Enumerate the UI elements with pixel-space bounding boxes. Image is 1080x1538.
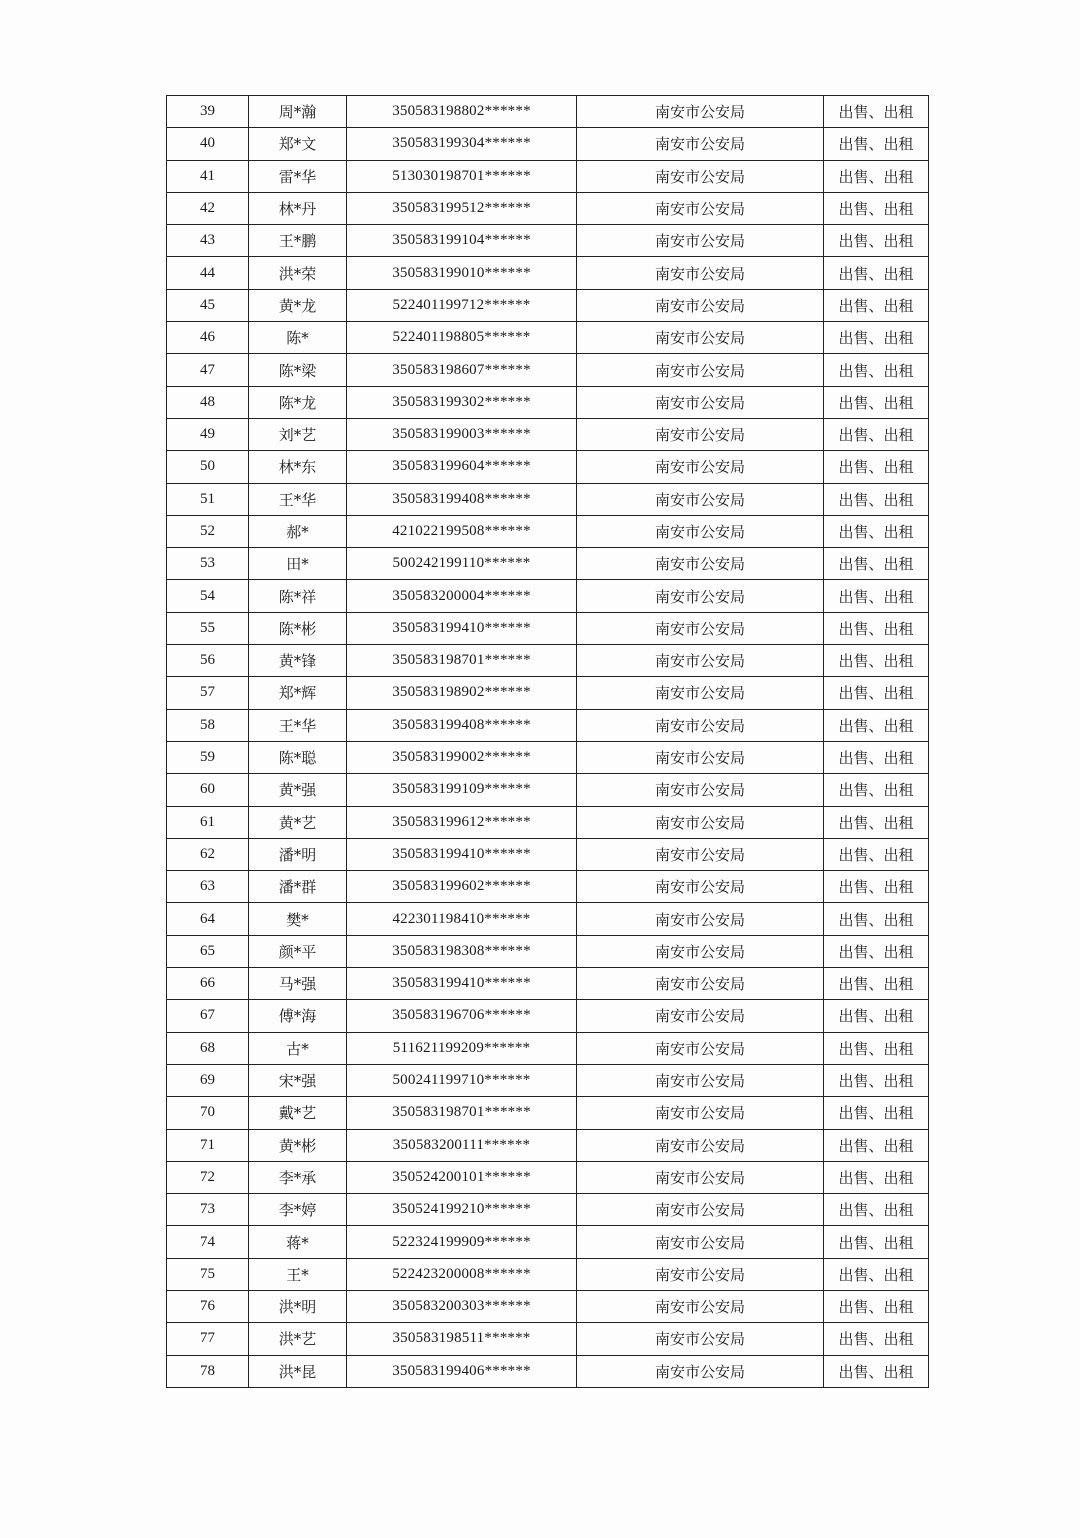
- table-row: [167, 322, 929, 354]
- table-row: [167, 1258, 929, 1290]
- id-number: 350583200303******: [347, 1290, 577, 1322]
- violation-type: 出售、出租: [824, 515, 929, 547]
- id-number: 350583199408******: [347, 483, 577, 515]
- table-row: [167, 257, 929, 289]
- violation-type: 出售、出租: [824, 1129, 929, 1161]
- row-number: 57: [167, 677, 249, 709]
- table-row: [167, 96, 929, 128]
- table-row: [167, 645, 929, 677]
- violation-type: 出售、出租: [824, 838, 929, 870]
- row-number: 43: [167, 225, 249, 257]
- person-name: 林*东: [249, 451, 347, 483]
- issuing-authority: 南安市公安局: [577, 1226, 824, 1258]
- person-name: 颜*平: [249, 935, 347, 967]
- table-row: [167, 968, 929, 1000]
- row-number: 55: [167, 612, 249, 644]
- issuing-authority: 南安市公安局: [577, 160, 824, 192]
- row-number: 56: [167, 645, 249, 677]
- table-row: [167, 354, 929, 386]
- id-number: 350583196706******: [347, 1000, 577, 1032]
- table-row: [167, 935, 929, 967]
- issuing-authority: 南安市公安局: [577, 451, 824, 483]
- table-row: [167, 160, 929, 192]
- row-number: 67: [167, 1000, 249, 1032]
- violation-type: 出售、出租: [824, 483, 929, 515]
- violation-type: 出售、出租: [824, 1161, 929, 1193]
- id-number: 350583198701******: [347, 645, 577, 677]
- person-name: 王*: [249, 1258, 347, 1290]
- issuing-authority: 南安市公安局: [577, 612, 824, 644]
- violation-type: 出售、出租: [824, 289, 929, 321]
- id-number: 350583199604******: [347, 451, 577, 483]
- table-row: [167, 1161, 929, 1193]
- person-name: 周*瀚: [249, 96, 347, 128]
- id-number: 350583198902******: [347, 677, 577, 709]
- row-number: 75: [167, 1258, 249, 1290]
- violation-type: 出售、出租: [824, 225, 929, 257]
- issuing-authority: 南安市公安局: [577, 709, 824, 741]
- row-number: 51: [167, 483, 249, 515]
- id-number: 421022199508******: [347, 515, 577, 547]
- person-name: 陈*彬: [249, 612, 347, 644]
- person-name: 洪*明: [249, 1290, 347, 1322]
- issuing-authority: 南安市公安局: [577, 741, 824, 773]
- issuing-authority: 南安市公安局: [577, 935, 824, 967]
- row-number: 61: [167, 806, 249, 838]
- row-number: 41: [167, 160, 249, 192]
- violation-type: 出售、出租: [824, 1226, 929, 1258]
- issuing-authority: 南安市公安局: [577, 386, 824, 418]
- violation-type: 出售、出租: [824, 1000, 929, 1032]
- person-name: 戴*艺: [249, 1097, 347, 1129]
- violation-type: 出售、出租: [824, 580, 929, 612]
- violation-type: 出售、出租: [824, 774, 929, 806]
- issuing-authority: 南安市公安局: [577, 903, 824, 935]
- row-number: 54: [167, 580, 249, 612]
- issuing-authority: 南安市公安局: [577, 580, 824, 612]
- person-name: 陈*梁: [249, 354, 347, 386]
- row-number: 74: [167, 1226, 249, 1258]
- issuing-authority: 南安市公安局: [577, 1258, 824, 1290]
- table-row: [167, 548, 929, 580]
- person-name: 林*丹: [249, 192, 347, 224]
- table-row: [167, 1290, 929, 1322]
- id-number: 350583200004******: [347, 580, 577, 612]
- id-number: 350583199302******: [347, 386, 577, 418]
- person-name: 李*承: [249, 1161, 347, 1193]
- person-name: 郑*文: [249, 128, 347, 160]
- person-name: 蒋*: [249, 1226, 347, 1258]
- table-row: [167, 1194, 929, 1226]
- person-name: 郑*辉: [249, 677, 347, 709]
- id-number: 350583198607******: [347, 354, 577, 386]
- violation-type: 出售、出租: [824, 806, 929, 838]
- row-number: 76: [167, 1290, 249, 1322]
- violation-type: 出售、出租: [824, 354, 929, 386]
- row-number: 44: [167, 257, 249, 289]
- table-row: [167, 225, 929, 257]
- violation-type: 出售、出租: [824, 709, 929, 741]
- row-number: 65: [167, 935, 249, 967]
- person-name: 陈*龙: [249, 386, 347, 418]
- table-row: [167, 1226, 929, 1258]
- issuing-authority: 南安市公安局: [577, 677, 824, 709]
- person-name: 王*华: [249, 709, 347, 741]
- person-name: 傅*海: [249, 1000, 347, 1032]
- table-row: [167, 128, 929, 160]
- id-number: 350583199410******: [347, 612, 577, 644]
- violation-type: 出售、出租: [824, 741, 929, 773]
- table-row: [167, 774, 929, 806]
- person-name: 陈*: [249, 322, 347, 354]
- row-number: 52: [167, 515, 249, 547]
- issuing-authority: 南安市公安局: [577, 225, 824, 257]
- row-number: 42: [167, 192, 249, 224]
- issuing-authority: 南安市公安局: [577, 645, 824, 677]
- row-number: 59: [167, 741, 249, 773]
- row-number: 45: [167, 289, 249, 321]
- table-row: [167, 709, 929, 741]
- person-name: 郝*: [249, 515, 347, 547]
- violation-type: 出售、出租: [824, 645, 929, 677]
- table-row: [167, 192, 929, 224]
- issuing-authority: 南安市公安局: [577, 806, 824, 838]
- issuing-authority: 南安市公安局: [577, 128, 824, 160]
- row-number: 50: [167, 451, 249, 483]
- violation-type: 出售、出租: [824, 612, 929, 644]
- id-number: 350583198308******: [347, 935, 577, 967]
- table-row: [167, 515, 929, 547]
- id-number: 522401199712******: [347, 289, 577, 321]
- row-number: 63: [167, 871, 249, 903]
- issuing-authority: 南安市公安局: [577, 289, 824, 321]
- id-number: 350583199003******: [347, 418, 577, 450]
- id-number: 350583199010******: [347, 257, 577, 289]
- person-name: 洪*昆: [249, 1355, 347, 1387]
- table-row: [167, 903, 929, 935]
- id-number: 350583198701******: [347, 1097, 577, 1129]
- row-number: 78: [167, 1355, 249, 1387]
- person-name: 潘*群: [249, 871, 347, 903]
- person-name: 樊*: [249, 903, 347, 935]
- table-row: [167, 1355, 929, 1387]
- person-name: 陈*聪: [249, 741, 347, 773]
- issuing-authority: 南安市公安局: [577, 257, 824, 289]
- issuing-authority: 南安市公安局: [577, 1000, 824, 1032]
- id-number: 422301198410******: [347, 903, 577, 935]
- table-row: [167, 418, 929, 450]
- id-number: 350583199512******: [347, 192, 577, 224]
- id-number: 522423200008******: [347, 1258, 577, 1290]
- id-number: 500242199110******: [347, 548, 577, 580]
- table-row: [167, 1032, 929, 1064]
- table-row: [167, 451, 929, 483]
- roster-table-body: [167, 96, 929, 1388]
- issuing-authority: 南安市公安局: [577, 1323, 824, 1355]
- person-name: 刘*艺: [249, 418, 347, 450]
- id-number: 511621199209******: [347, 1032, 577, 1064]
- row-number: 60: [167, 774, 249, 806]
- table-row: [167, 1097, 929, 1129]
- id-number: 350583198511******: [347, 1323, 577, 1355]
- violation-type: 出售、出租: [824, 322, 929, 354]
- table-row: [167, 1323, 929, 1355]
- violation-type: 出售、出租: [824, 386, 929, 418]
- table-row: [167, 289, 929, 321]
- table-row: [167, 612, 929, 644]
- row-number: 53: [167, 548, 249, 580]
- violation-type: 出售、出租: [824, 1323, 929, 1355]
- table-row: [167, 580, 929, 612]
- table-row: [167, 386, 929, 418]
- row-number: 73: [167, 1194, 249, 1226]
- row-number: 62: [167, 838, 249, 870]
- issuing-authority: 南安市公安局: [577, 1194, 824, 1226]
- issuing-authority: 南安市公安局: [577, 838, 824, 870]
- issuing-authority: 南安市公安局: [577, 515, 824, 547]
- id-number: 350583198802******: [347, 96, 577, 128]
- roster-table: [166, 95, 929, 1388]
- id-number: 350583199002******: [347, 741, 577, 773]
- issuing-authority: 南安市公安局: [577, 322, 824, 354]
- id-number: 350583199410******: [347, 838, 577, 870]
- row-number: 46: [167, 322, 249, 354]
- row-number: 69: [167, 1064, 249, 1096]
- row-number: 47: [167, 354, 249, 386]
- id-number: 350583200111******: [347, 1129, 577, 1161]
- person-name: 黄*锋: [249, 645, 347, 677]
- id-number: 513030198701******: [347, 160, 577, 192]
- person-name: 洪*荣: [249, 257, 347, 289]
- issuing-authority: 南安市公安局: [577, 968, 824, 1000]
- row-number: 58: [167, 709, 249, 741]
- issuing-authority: 南安市公安局: [577, 1129, 824, 1161]
- person-name: 宋*强: [249, 1064, 347, 1096]
- id-number: 350583199602******: [347, 871, 577, 903]
- issuing-authority: 南安市公安局: [577, 418, 824, 450]
- row-number: 39: [167, 96, 249, 128]
- person-name: 洪*艺: [249, 1323, 347, 1355]
- table-row: [167, 806, 929, 838]
- violation-type: 出售、出租: [824, 968, 929, 1000]
- row-number: 71: [167, 1129, 249, 1161]
- table-row: [167, 741, 929, 773]
- violation-type: 出售、出租: [824, 935, 929, 967]
- person-name: 王*鹏: [249, 225, 347, 257]
- violation-type: 出售、出租: [824, 128, 929, 160]
- table-row: [167, 871, 929, 903]
- table-row: [167, 1064, 929, 1096]
- id-number: 350583199612******: [347, 806, 577, 838]
- violation-type: 出售、出租: [824, 418, 929, 450]
- table-row: [167, 483, 929, 515]
- id-number: 350583199408******: [347, 709, 577, 741]
- row-number: 72: [167, 1161, 249, 1193]
- issuing-authority: 南安市公安局: [577, 774, 824, 806]
- violation-type: 出售、出租: [824, 1355, 929, 1387]
- row-number: 70: [167, 1097, 249, 1129]
- issuing-authority: 南安市公安局: [577, 1290, 824, 1322]
- violation-type: 出售、出租: [824, 451, 929, 483]
- id-number: 522324199909******: [347, 1226, 577, 1258]
- id-number: 522401198805******: [347, 322, 577, 354]
- violation-type: 出售、出租: [824, 1258, 929, 1290]
- issuing-authority: 南安市公安局: [577, 1032, 824, 1064]
- issuing-authority: 南安市公安局: [577, 192, 824, 224]
- violation-type: 出售、出租: [824, 257, 929, 289]
- id-number: 350583199104******: [347, 225, 577, 257]
- violation-type: 出售、出租: [824, 160, 929, 192]
- table-row: [167, 1129, 929, 1161]
- row-number: 77: [167, 1323, 249, 1355]
- person-name: 雷*华: [249, 160, 347, 192]
- id-number: 350583199406******: [347, 1355, 577, 1387]
- issuing-authority: 南安市公安局: [577, 1161, 824, 1193]
- person-name: 黄*龙: [249, 289, 347, 321]
- issuing-authority: 南安市公安局: [577, 548, 824, 580]
- violation-type: 出售、出租: [824, 1032, 929, 1064]
- table-row: [167, 677, 929, 709]
- violation-type: 出售、出租: [824, 677, 929, 709]
- person-name: 田*: [249, 548, 347, 580]
- issuing-authority: 南安市公安局: [577, 871, 824, 903]
- issuing-authority: 南安市公安局: [577, 1064, 824, 1096]
- violation-type: 出售、出租: [824, 871, 929, 903]
- row-number: 40: [167, 128, 249, 160]
- violation-type: 出售、出租: [824, 192, 929, 224]
- violation-type: 出售、出租: [824, 1290, 929, 1322]
- violation-type: 出售、出租: [824, 96, 929, 128]
- issuing-authority: 南安市公安局: [577, 354, 824, 386]
- issuing-authority: 南安市公安局: [577, 483, 824, 515]
- issuing-authority: 南安市公安局: [577, 1355, 824, 1387]
- id-number: 350583199304******: [347, 128, 577, 160]
- row-number: 64: [167, 903, 249, 935]
- violation-type: 出售、出租: [824, 1064, 929, 1096]
- row-number: 48: [167, 386, 249, 418]
- issuing-authority: 南安市公安局: [577, 96, 824, 128]
- table-row: [167, 1000, 929, 1032]
- person-name: 李*婷: [249, 1194, 347, 1226]
- row-number: 68: [167, 1032, 249, 1064]
- table-row: [167, 838, 929, 870]
- person-name: 马*强: [249, 968, 347, 1000]
- person-name: 古*: [249, 1032, 347, 1064]
- person-name: 黄*彬: [249, 1129, 347, 1161]
- person-name: 王*华: [249, 483, 347, 515]
- id-number: 350524199210******: [347, 1194, 577, 1226]
- id-number: 350583199109******: [347, 774, 577, 806]
- id-number: 350583199410******: [347, 968, 577, 1000]
- person-name: 潘*明: [249, 838, 347, 870]
- person-name: 黄*强: [249, 774, 347, 806]
- person-name: 黄*艺: [249, 806, 347, 838]
- violation-type: 出售、出租: [824, 903, 929, 935]
- id-number: 350524200101******: [347, 1161, 577, 1193]
- violation-type: 出售、出租: [824, 1097, 929, 1129]
- row-number: 49: [167, 418, 249, 450]
- issuing-authority: 南安市公安局: [577, 1097, 824, 1129]
- row-number: 66: [167, 968, 249, 1000]
- id-number: 500241199710******: [347, 1064, 577, 1096]
- violation-type: 出售、出租: [824, 548, 929, 580]
- violation-type: 出售、出租: [824, 1194, 929, 1226]
- person-name: 陈*祥: [249, 580, 347, 612]
